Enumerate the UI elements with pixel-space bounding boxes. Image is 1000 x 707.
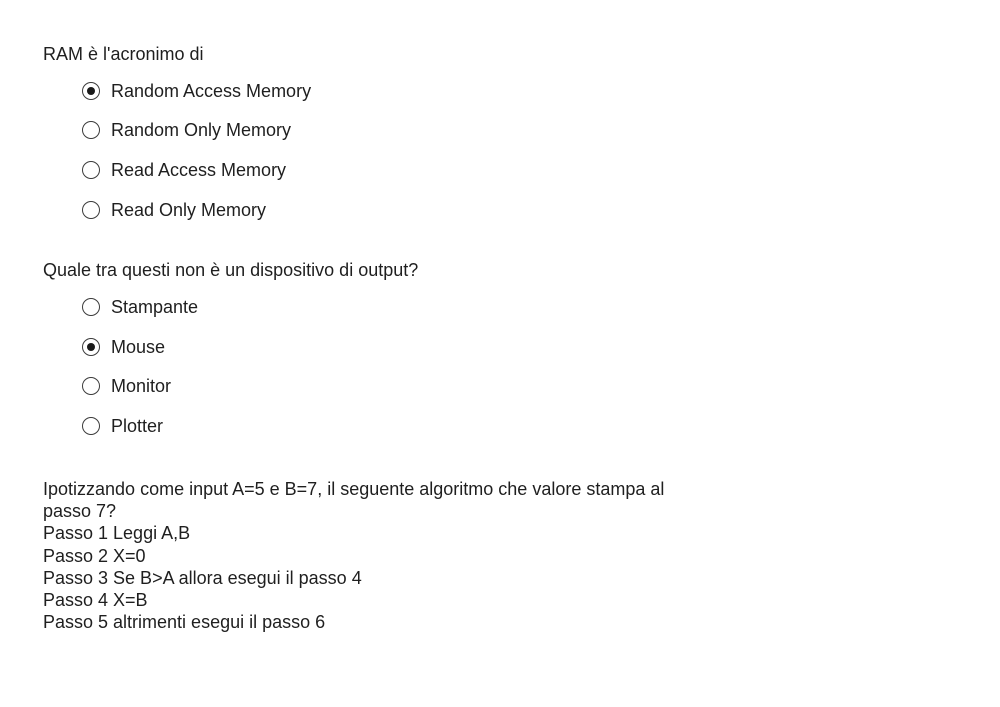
question-3-text bbox=[43, 478, 664, 633]
q1-option-1[interactable] bbox=[82, 79, 311, 103]
q1-option-4-label: Read Only Memory bbox=[111, 199, 267, 220]
algorithm-step: Passo 5 altrimenti esegui il passo 6 bbox=[43, 612, 326, 633]
q1-option-4[interactable] bbox=[82, 198, 266, 222]
question-2-text: Quale tra questi non è un dispositivo di output? bbox=[43, 260, 419, 280]
radio-selected-icon[interactable] bbox=[82, 338, 100, 356]
question-3-line: Ipotizzando come input A=5 e B=7, il seguente algoritmo che valore stampa al bbox=[43, 479, 665, 499]
radio-empty-icon[interactable] bbox=[82, 201, 100, 219]
radio-empty-icon[interactable] bbox=[82, 121, 100, 139]
radio-empty-icon[interactable] bbox=[82, 161, 100, 179]
q2-option-3[interactable] bbox=[82, 374, 171, 398]
q1-option-3[interactable] bbox=[82, 158, 286, 182]
algorithm-step: Passo 3 Se B>A allora esegui il passo 4 bbox=[43, 567, 362, 588]
algorithm-step: Passo 2 X=0 bbox=[43, 545, 146, 566]
radio-empty-icon[interactable] bbox=[82, 417, 100, 435]
question-3-line: passo 7? bbox=[43, 501, 117, 522]
algorithm-step: Passo 1 Leggi A,B bbox=[43, 523, 191, 544]
q2-option-4[interactable] bbox=[82, 414, 163, 438]
q1-option-1-label: Random Access Memory bbox=[111, 80, 312, 101]
q1-option-3-label: Read Access Memory bbox=[111, 159, 287, 180]
q1-option-2-label: Random Only Memory bbox=[111, 119, 292, 140]
question-1-text: RAM è l'acronimo di bbox=[43, 44, 204, 64]
q2-option-2-label: Mouse bbox=[111, 336, 166, 357]
radio-selected-icon[interactable] bbox=[82, 82, 100, 100]
q2-option-1-label: Stampante bbox=[111, 296, 199, 317]
q2-option-4-label: Plotter bbox=[111, 415, 164, 436]
q2-option-2[interactable] bbox=[82, 335, 165, 359]
radio-empty-icon[interactable] bbox=[82, 298, 100, 316]
q2-option-1[interactable] bbox=[82, 295, 198, 319]
q1-option-2[interactable] bbox=[82, 118, 291, 142]
algorithm-step: Passo 4 X=B bbox=[43, 590, 148, 611]
radio-empty-icon[interactable] bbox=[82, 377, 100, 395]
q2-option-3-label: Monitor bbox=[111, 375, 172, 396]
